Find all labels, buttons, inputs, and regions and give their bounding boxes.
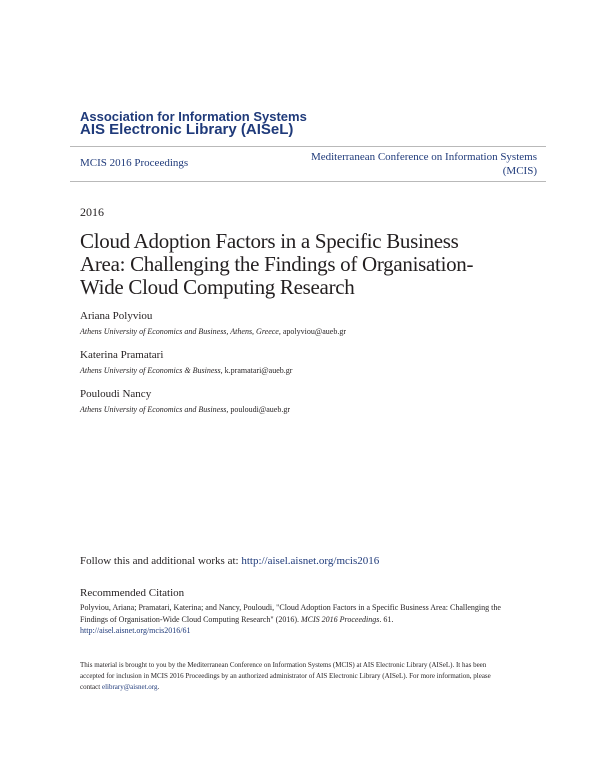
title-line: Area: Challenging the Findings of Organisation- bbox=[80, 252, 474, 276]
conference-link[interactable] bbox=[277, 150, 537, 178]
contact-email-link[interactable]: elibrary@aisnet.org bbox=[101, 683, 158, 691]
author-email: k.pramatari@aueb.gr bbox=[224, 366, 293, 375]
follow-line bbox=[80, 555, 379, 567]
author-email: apolyviou@aueb.gr bbox=[282, 327, 346, 336]
citation-end: . 61. bbox=[379, 614, 394, 624]
affiliation-text: Athens University of Economics and Business bbox=[80, 405, 227, 414]
legal-notice bbox=[80, 660, 520, 693]
title-line: Wide Cloud Computing Research bbox=[80, 275, 355, 299]
conference-name: Mediterranean Conference on Information Systems bbox=[310, 151, 537, 163]
author-affiliation: Athens University of Economics and Business, Athens, Greece, apolyviou@aueb.gr bbox=[80, 327, 346, 336]
legal-end: . bbox=[157, 683, 160, 691]
publication-year: 2016 bbox=[80, 205, 104, 219]
author-affiliation: Athens University of Economics & Business, k.pramatari@aueb.gr bbox=[80, 366, 293, 375]
proceedings-link[interactable]: MCIS 2016 Proceedings bbox=[80, 157, 189, 169]
follow-text: Follow this and additional works at: bbox=[80, 555, 242, 567]
author-name: Ariana Polyviou bbox=[80, 310, 153, 322]
citation-link[interactable]: http://aisel.aisnet.org/mcis2016/61 bbox=[80, 626, 191, 635]
organization-name: Association for Information Systems bbox=[80, 109, 307, 124]
citation-line bbox=[80, 614, 524, 626]
legal-line: accepted for inclusion in MCIS 2016 Proceedings by an authorized administrator of AIS Electronic Library (AISeL). For more information, please bbox=[80, 672, 491, 680]
citation-line: Polyviou, Ariana; Pramatari, Katerina; and Nancy, Pouloudi, "Cloud Adoption Factors in a Specific Business Area: Challenging the bbox=[80, 603, 501, 612]
follow-link[interactable]: http://aisel.aisnet.org/mcis2016 bbox=[241, 555, 380, 567]
legal-contact: contact bbox=[80, 683, 102, 691]
legal-line bbox=[80, 682, 520, 693]
affiliation-text: Athens University of Economics & Business bbox=[80, 366, 221, 375]
legal-line: This material is brought to you by the Mediterranean Conference on Information Systems (MCIS) at AIS Electronic Library (AISeL). It has been bbox=[80, 661, 487, 669]
title-line: Cloud Adoption Factors in a Specific Business bbox=[80, 229, 459, 253]
affiliation-text: Athens University of Economics and Business, Athens, Greece bbox=[80, 327, 279, 336]
paper-title bbox=[80, 230, 520, 299]
conference-abbrev: (MCIS) bbox=[502, 165, 537, 177]
author-email: pouloudi@aueb.gr bbox=[230, 405, 290, 414]
author-name: Pouloudi Nancy bbox=[80, 388, 152, 400]
author-name: Katerina Pramatari bbox=[80, 349, 164, 361]
author-affiliation: Athens University of Economics and Business, pouloudi@aueb.gr bbox=[80, 405, 290, 414]
citation-proceedings: MCIS 2016 Proceedings bbox=[301, 614, 380, 624]
citation-plain: Findings of Organisation-Wide Cloud Computing Research" (2016). bbox=[80, 614, 301, 624]
citation-text bbox=[80, 602, 524, 637]
recommended-citation-heading: Recommended Citation bbox=[80, 587, 185, 599]
library-name[interactable]: AIS Electronic Library (AISeL) bbox=[80, 121, 294, 138]
